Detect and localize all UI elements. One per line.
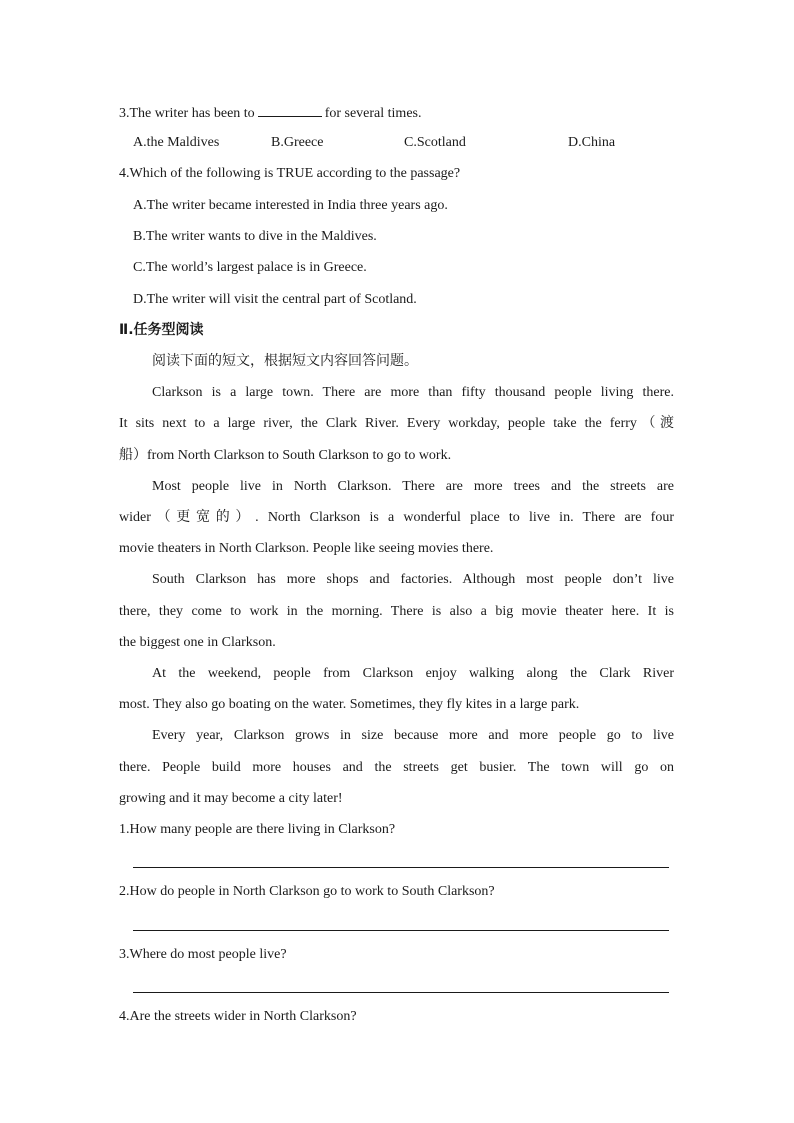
passage-line: growing and it may become a city later!	[119, 791, 343, 806]
question-4: 4.Are the streets wider in North Clarkson?	[119, 1009, 357, 1024]
option-c: C.The world’s largest palace is in Greece.	[133, 260, 367, 275]
passage-line: Every year, Clarkson grows in size because more and more people go to live	[152, 728, 674, 743]
passage-line: It sits next to a large river, the Clark River. Every workday, people take the ferry（渡	[119, 416, 674, 431]
passage-line: South Clarkson has more shops and factories. Although most people don’t live	[152, 572, 674, 587]
fill-in-blank	[258, 102, 322, 117]
passage-line: most. They also go boating on the water. Sometimes, they fly kites in a large park.	[119, 697, 580, 712]
mc-question-3-options	[0, 133, 794, 153]
passage-line: wider（更宽的）. North Clarkson is a wonderful place to live in. There are four	[119, 510, 674, 525]
passage-line: At the weekend, people from Clarkson enjoy walking along the Clark River	[152, 666, 674, 681]
section-instruction: 阅读下面的短文，根据短文内容回答问题。	[152, 353, 418, 369]
passage-line: there. People build more houses and the streets get busier. The town will go on	[119, 760, 674, 775]
option-c: C.Scotland	[404, 135, 466, 150]
option-b: B.Greece	[271, 135, 324, 150]
answer-line-1[interactable]	[133, 867, 669, 868]
option-d: D.The writer will visit the central part of Scotland.	[133, 292, 417, 307]
option-b: B.The writer wants to dive in the Maldives.	[133, 229, 377, 244]
passage-line: Clarkson is a large town. There are more than fifty thousand people living there.	[152, 385, 674, 400]
mc-question-3-stem	[119, 102, 421, 124]
passage-line: 船）from North Clarkson to South Clarkson to go to work.	[119, 448, 452, 463]
answer-line-2[interactable]	[133, 930, 669, 931]
mc-question-4-stem: 4.Which of the following is TRUE according to the passage?	[119, 166, 461, 181]
question-3: 3.Where do most people live?	[119, 947, 287, 962]
question-2: 2.How do people in North Clarkson go to work to South Clarkson?	[119, 884, 495, 899]
option-a: A.The writer became interested in India three years ago.	[133, 198, 448, 213]
mc-question-3-stem-before: 3.The writer has been to	[119, 106, 255, 121]
passage-line: the biggest one in Clarkson.	[119, 635, 276, 650]
question-1: 1.How many people are there living in Clarkson?	[119, 822, 396, 837]
option-a: A.the Maldives	[133, 135, 220, 150]
answer-line-3[interactable]	[133, 992, 669, 993]
option-d: D.China	[568, 135, 616, 150]
passage-line: movie theaters in North Clarkson. People like seeing movies there.	[119, 541, 494, 556]
section-title: Ⅱ.任务型阅读	[119, 322, 204, 338]
mc-question-3-stem-after: for several times.	[324, 106, 422, 121]
passage-line: Most people live in North Clarkson. There are more trees and the streets are	[152, 479, 674, 494]
passage-line: there, they come to work in the morning. There is also a big movie theater here. It is	[119, 604, 674, 619]
